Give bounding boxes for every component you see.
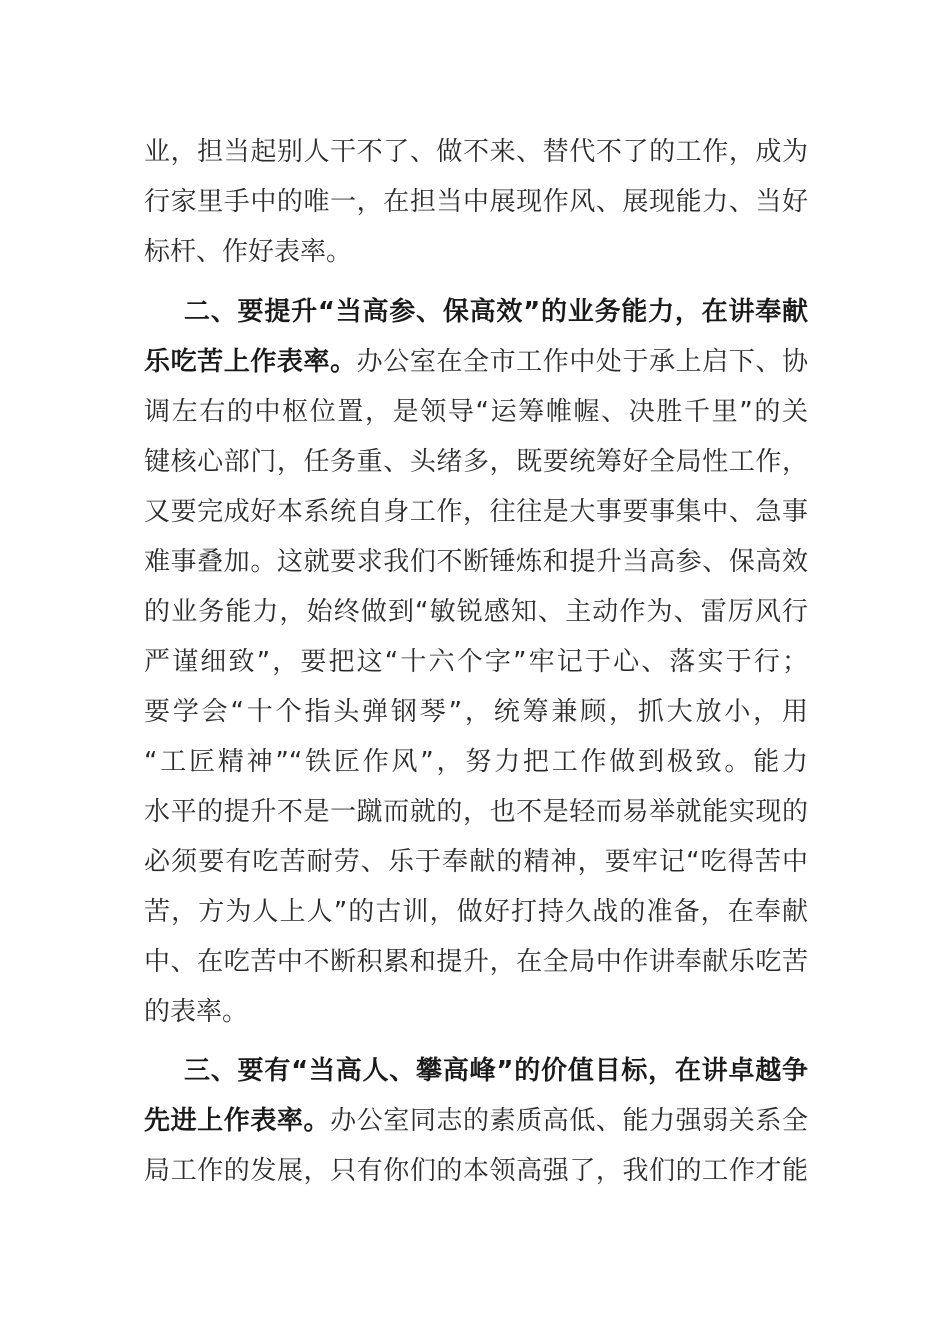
text-line: 难事叠加。这就要求我们不断锤炼和提升当高参、保高效	[144, 547, 808, 577]
text-line: 中、在吃苦中不断积累和提升，在全局中作讲奉献乐吃苦	[144, 947, 808, 977]
text-line: 键核心部门，任务重、头绪多，既要统筹好全局性工作，	[144, 447, 808, 477]
section-heading-3-end: 先进上作表率。	[144, 1106, 331, 1136]
text-line: 必须要有吃苦耐劳、乐于奉献的精神，要牢记“吃得苦中	[144, 847, 808, 877]
text-line: 又要完成好本系统自身工作，往往是大事要事集中、急事	[144, 497, 808, 527]
text-line: “工匠精神”“铁匠作风”，努力把工作做到极致。能力	[144, 747, 808, 777]
text-line: 业，担当起别人干不了、做不来、替代不了的工作，成为	[144, 137, 808, 167]
text-line: 苦，方为人上人”的古训，做好打持久战的准备，在奉献	[144, 897, 808, 927]
text-line: 行家里手中的唯一，在担当中展现作风、展现能力、当好	[144, 187, 808, 217]
text-line: 标杆、作好表率。	[144, 237, 353, 267]
section-heading-2-end: 乐吃苦上作表率。	[144, 347, 357, 377]
text-line: 要学会“十个指头弹钢琴”，统筹兼顾，抓大放小，用	[144, 697, 808, 727]
text-line: 局工作的发展，只有你们的本领高强了，我们的工作才能	[144, 1156, 808, 1186]
text-line: 严谨细致”，要把这“十六个字”牢记于心、落实于行；	[144, 647, 808, 677]
text-line: 的表率。	[144, 997, 249, 1027]
section-heading-2: 二、要提升“当高参、保高效”的业务能力，在讲奉献	[184, 297, 808, 327]
text-line: 水平的提升不是一蹴而就的，也不是轻而易举就能实现的	[144, 797, 808, 827]
text-line: 的业务能力，始终做到“敏锐感知、主动作为、雷厉风行	[144, 597, 808, 627]
text-line: 乐吃苦上作表率。办公室在全市工作中处于承上启下、协	[144, 347, 808, 377]
paragraph-2	[144, 287, 808, 1037]
section-heading-3: 三、要有“当高人、攀高峰”的价值目标，在讲卓越争	[184, 1056, 808, 1086]
text-line	[144, 1046, 808, 1096]
text-line: 调左右的中枢位置，是领导“运筹帷幄、决胜千里”的关	[144, 397, 808, 427]
text-line	[144, 287, 808, 337]
paragraph-3	[144, 1046, 808, 1196]
paragraph-1	[144, 127, 808, 277]
text-line: 先进上作表率。办公室同志的素质高低、能力强弱关系全	[144, 1106, 808, 1136]
